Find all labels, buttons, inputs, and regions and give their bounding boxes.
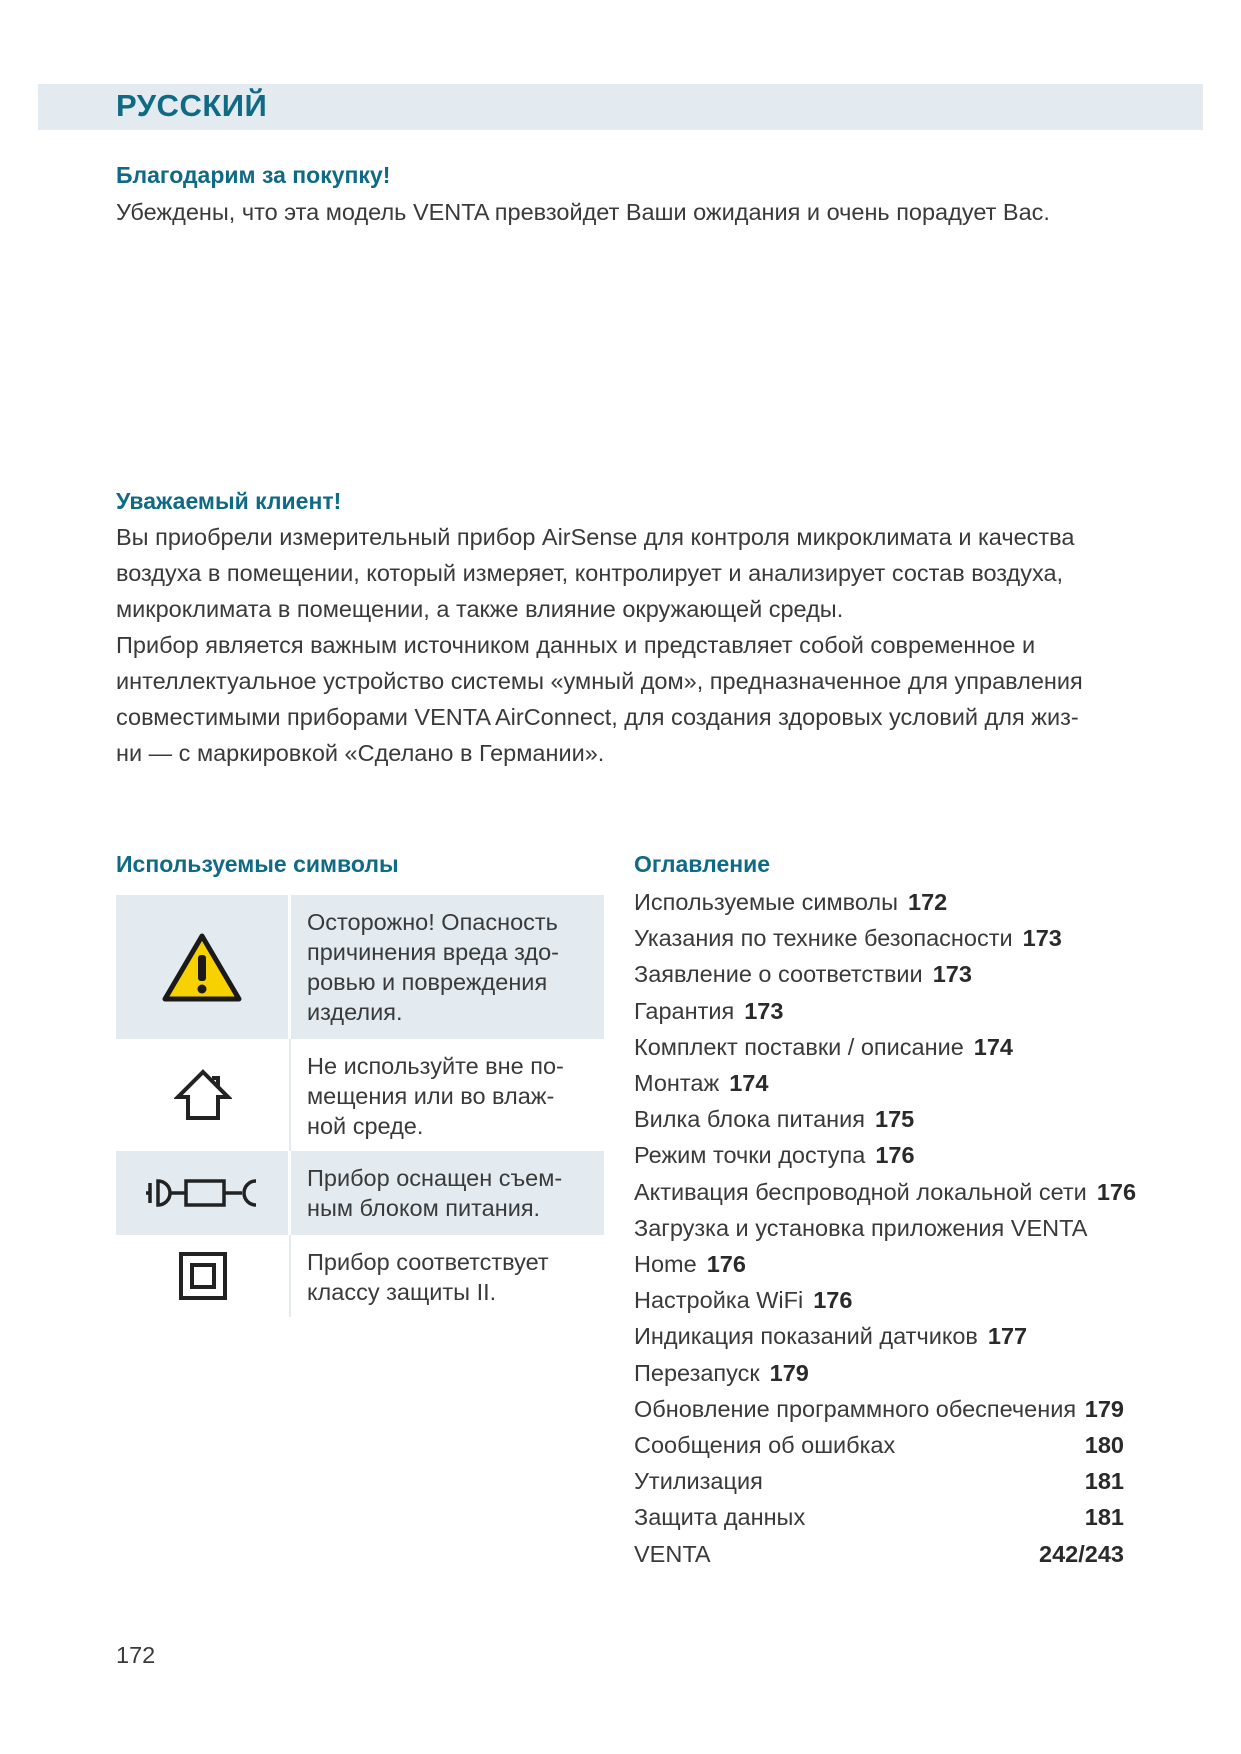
toc-item-page: 180 [1084, 1432, 1124, 1459]
toc-item-page: 172 [908, 889, 948, 915]
client-line: Прибор является важным источником данных и представляет собой современное и [116, 632, 1036, 658]
toc-item-page: 181 [1084, 1468, 1124, 1495]
symbol-text-line: Не используйте вне по- [307, 1053, 564, 1079]
toc-item-label: VENTA [634, 1540, 711, 1567]
toc-item[interactable] [634, 1065, 1124, 1101]
symbol-text-line: ной среде. [307, 1113, 424, 1139]
toc-item-label: Монтаж [634, 1070, 720, 1097]
toc-item[interactable] [634, 1536, 1124, 1572]
client-line: совместимыми приборами VENTA AirConnect, для создания здоровых условий для жиз- [116, 704, 1079, 730]
toc-item[interactable] [634, 1174, 1137, 1210]
toc-item-label: Указания по технике безопасности [634, 925, 1013, 952]
toc-item-label: Гарантия [634, 997, 735, 1024]
toc-item-page: 176 [706, 1251, 746, 1278]
symbol-text-line: мещения или во влаж- [307, 1083, 555, 1109]
detachable-power-supply-icon [116, 1151, 291, 1235]
toc-item-page: 176 [1096, 1178, 1137, 1205]
toc-item[interactable] [634, 884, 1124, 920]
symbol-text-line: Прибор соответствует [307, 1249, 549, 1275]
toc-item-label: Утилизация [634, 1468, 763, 1495]
toc-item-page: 181 [1084, 1504, 1124, 1531]
client-heading: Уважаемый клиент! [116, 488, 342, 514]
toc-item-label: Заявление о соответствии [634, 961, 923, 988]
client-line: Вы приобрели измерительный прибор AirSense для контроля микроклимата и качества [116, 524, 1075, 550]
toc-item-label: Защита данных [634, 1504, 806, 1531]
toc-item[interactable] [634, 920, 1124, 956]
symbol-text [291, 895, 604, 1039]
symbol-text-line: классу защиты II. [307, 1279, 497, 1305]
toc-item-label: Комплект поставки / описание [634, 1033, 964, 1060]
toc-item-label: Режим точки доступа [634, 1142, 866, 1169]
toc-item-label: Сообщения об ошибках [634, 1432, 896, 1459]
toc-item-page: 177 [987, 1323, 1028, 1350]
toc-item[interactable] [634, 993, 1124, 1029]
toc-item[interactable] [634, 1137, 1124, 1173]
language-title: РУССКИЙ [116, 88, 268, 123]
symbol-row-protection-class [116, 1235, 604, 1317]
symbol-text [291, 1039, 604, 1151]
thanks-text: Убеждены, что эта модель VENTA превзойдет Ваши ожидания и очень порадует Вас. [116, 199, 1050, 225]
toc-item-page: 174 [729, 1070, 769, 1097]
toc-item[interactable] [634, 1427, 1124, 1463]
toc-item-label: Индикация показаний датчиков [634, 1323, 978, 1350]
toc-item-page: 176 [813, 1287, 853, 1314]
toc-item[interactable] [634, 1210, 1124, 1246]
toc-item[interactable] [634, 1355, 1124, 1391]
client-line: интеллектуальное устройство системы «умный дом», предназначенное для управления [116, 668, 1083, 694]
protection-class-ii-icon [116, 1235, 291, 1317]
toc-item-page: 179 [769, 1359, 809, 1386]
toc-heading: Оглавление [634, 851, 771, 877]
warning-triangle-icon [116, 895, 291, 1039]
symbol-text-line: причинения вреда здо- [307, 939, 559, 965]
toc-item[interactable] [634, 1463, 1124, 1499]
toc-item[interactable] [634, 1101, 1124, 1137]
symbol-text-line: Осторожно! Опасность [307, 909, 558, 935]
toc-item-page: 179 [1084, 1395, 1124, 1422]
toc-item-page: 176 [875, 1142, 915, 1169]
toc-item-page: 173 [1022, 925, 1062, 952]
toc-item-page: 242/243 [1039, 1540, 1124, 1567]
toc-item[interactable] [634, 1318, 1124, 1354]
toc-item[interactable] [634, 1499, 1124, 1535]
symbol-text-line: Прибор оснащен съем- [307, 1165, 563, 1191]
toc-item[interactable] [634, 1282, 1124, 1318]
symbol-text-line: ным блоком питания. [307, 1195, 541, 1221]
symbol-text-line: изделия. [307, 999, 403, 1025]
symbol-text-line: ровью и повреждения [307, 969, 548, 995]
toc-item-label: Настройка WiFi [634, 1287, 804, 1314]
client-line: воздуха в помещении, который измеряет, контролирует и анализирует состав воздуха, [116, 560, 1064, 586]
thanks-heading: Благодарим за покупку! [116, 162, 391, 188]
toc-item-page: 173 [744, 997, 784, 1024]
symbol-row-indoor [116, 1039, 604, 1151]
symbols-heading: Используемые символы [116, 851, 399, 877]
client-line: микроклимата в помещении, а также влияние окружающей среды. [116, 596, 844, 622]
toc-item-label: Вилка блока питания [634, 1106, 866, 1133]
toc-item-page: 173 [932, 961, 972, 988]
symbol-row-warning [116, 895, 604, 1039]
toc-item-label: Обновление программного обеспечения [634, 1395, 1077, 1422]
toc-item-label: Используемые символы [634, 889, 898, 915]
client-paragraph [116, 519, 1116, 771]
toc-item-label: Перезапуск [634, 1359, 760, 1386]
symbol-row-power-supply [116, 1151, 604, 1235]
toc-item[interactable] [634, 956, 1124, 992]
symbol-text [291, 1151, 604, 1235]
client-line: ни — с маркировкой «Сделано в Германии». [116, 740, 605, 766]
toc-item-label: Загрузка и установка приложения VENTA [634, 1214, 1088, 1241]
symbol-text [291, 1235, 604, 1317]
toc-item[interactable] [634, 1391, 1124, 1427]
page-number: 172 [116, 1642, 156, 1668]
toc-item[interactable] [634, 1246, 1124, 1282]
toc-item-page: 175 [875, 1106, 915, 1133]
toc-item[interactable] [634, 1029, 1124, 1065]
symbols-table [116, 895, 604, 1317]
toc-item-label: Активация беспроводной локальной сети [634, 1178, 1087, 1205]
toc-item-page: 174 [973, 1033, 1013, 1060]
toc-item-label: Home [634, 1251, 697, 1278]
indoor-house-icon [116, 1039, 291, 1151]
language-banner [38, 84, 1203, 130]
table-of-contents [634, 884, 1137, 1572]
